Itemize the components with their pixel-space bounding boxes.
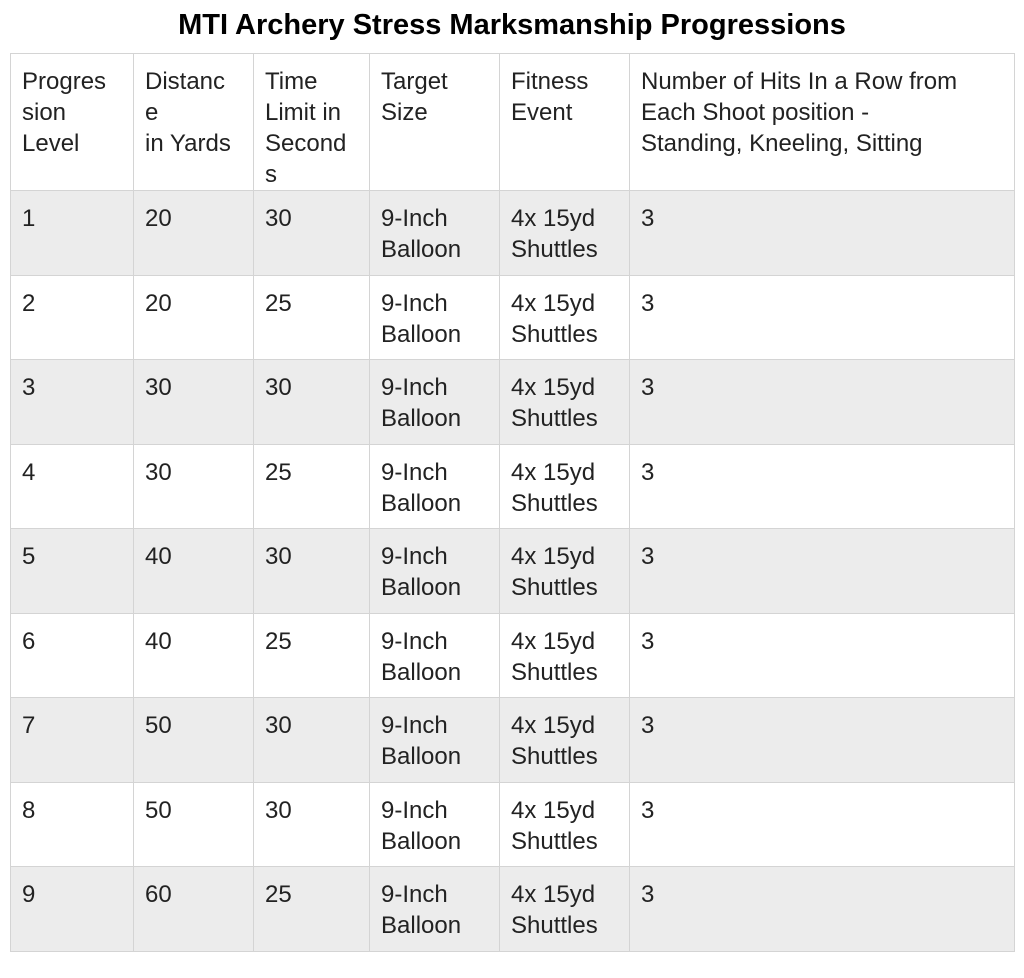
column-header-target — [370, 54, 500, 191]
column-header-fitness — [500, 54, 630, 191]
cell-time-limit: 30 — [254, 782, 370, 867]
cell-hits-in-a-row: 3 — [630, 867, 1015, 952]
cell-level: 5 — [11, 529, 134, 614]
cell-level: 8 — [11, 782, 134, 867]
cell-target-size: 9-Inch Balloon — [370, 275, 500, 360]
cell-fitness-event: 4x 15yd Shuttles — [500, 867, 630, 952]
cell-distance: 50 — [134, 782, 254, 867]
cell-time-limit: 30 — [254, 698, 370, 783]
cell-fitness-event: 4x 15yd Shuttles — [500, 698, 630, 783]
cell-level: 2 — [11, 275, 134, 360]
table-row — [11, 360, 1015, 445]
column-header-label: Target Size — [381, 68, 448, 126]
column-header-level — [11, 54, 134, 191]
column-header-distance — [134, 54, 254, 191]
cell-hits-in-a-row: 3 — [630, 529, 1015, 614]
column-header-hits — [630, 54, 1015, 191]
cell-target-size: 9-Inch Balloon — [370, 613, 500, 698]
cell-time-limit: 25 — [254, 444, 370, 529]
cell-level: 9 — [11, 867, 134, 952]
cell-hits-in-a-row: 3 — [630, 613, 1015, 698]
cell-level: 3 — [11, 360, 134, 445]
cell-hits-in-a-row: 3 — [630, 191, 1015, 276]
table-row — [11, 191, 1015, 276]
cell-time-limit: 25 — [254, 275, 370, 360]
table-row — [11, 444, 1015, 529]
cell-fitness-event: 4x 15yd Shuttles — [500, 782, 630, 867]
cell-fitness-event: 4x 15yd Shuttles — [500, 529, 630, 614]
cell-target-size: 9-Inch Balloon — [370, 782, 500, 867]
column-header-label: Progres sion Level — [22, 68, 107, 157]
cell-fitness-event: 4x 15yd Shuttles — [500, 191, 630, 276]
cell-fitness-event: 4x 15yd Shuttles — [500, 360, 630, 445]
table-row — [11, 613, 1015, 698]
cell-hits-in-a-row: 3 — [630, 360, 1015, 445]
cell-target-size: 9-Inch Balloon — [370, 867, 500, 952]
cell-level: 6 — [11, 613, 134, 698]
cell-target-size: 9-Inch Balloon — [370, 191, 500, 276]
cell-level: 1 — [11, 191, 134, 276]
cell-time-limit: 30 — [254, 529, 370, 614]
cell-hits-in-a-row: 3 — [630, 782, 1015, 867]
cell-time-limit: 30 — [254, 191, 370, 276]
cell-fitness-event: 4x 15yd Shuttles — [500, 613, 630, 698]
cell-target-size: 9-Inch Balloon — [370, 529, 500, 614]
cell-distance: 30 — [134, 444, 254, 529]
table-header-row — [11, 54, 1015, 191]
cell-distance: 40 — [134, 529, 254, 614]
cell-target-size: 9-Inch Balloon — [370, 360, 500, 445]
cell-time-limit: 25 — [254, 867, 370, 952]
table-row — [11, 529, 1015, 614]
cell-target-size: 9-Inch Balloon — [370, 698, 500, 783]
table-row — [11, 782, 1015, 867]
cell-fitness-event: 4x 15yd Shuttles — [500, 275, 630, 360]
cell-distance: 30 — [134, 360, 254, 445]
cell-distance: 60 — [134, 867, 254, 952]
table-row — [11, 867, 1015, 952]
cell-target-size: 9-Inch Balloon — [370, 444, 500, 529]
column-header-label: Distanc e in Yards — [145, 68, 231, 157]
cell-fitness-event: 4x 15yd Shuttles — [500, 444, 630, 529]
cell-distance: 40 — [134, 613, 254, 698]
cell-level: 4 — [11, 444, 134, 529]
table-row — [11, 275, 1015, 360]
column-header-time — [254, 54, 370, 191]
cell-time-limit: 30 — [254, 360, 370, 445]
table-row — [11, 698, 1015, 783]
progression-table — [10, 53, 1015, 952]
column-header-label: Fitness Event — [511, 68, 589, 126]
cell-hits-in-a-row: 3 — [630, 444, 1015, 529]
cell-hits-in-a-row: 3 — [630, 275, 1015, 360]
column-header-label: Number of Hits In a Row from Each Shoot position - Standing, Kneeling, Sitting — [641, 68, 958, 157]
cell-distance: 20 — [134, 275, 254, 360]
cell-distance: 20 — [134, 191, 254, 276]
cell-hits-in-a-row: 3 — [630, 698, 1015, 783]
cell-distance: 50 — [134, 698, 254, 783]
cell-time-limit: 25 — [254, 613, 370, 698]
column-header-label: Time Limit in Second s — [265, 68, 347, 188]
page-title: MTI Archery Stress Marksmanship Progressions — [178, 9, 846, 41]
cell-level: 7 — [11, 698, 134, 783]
